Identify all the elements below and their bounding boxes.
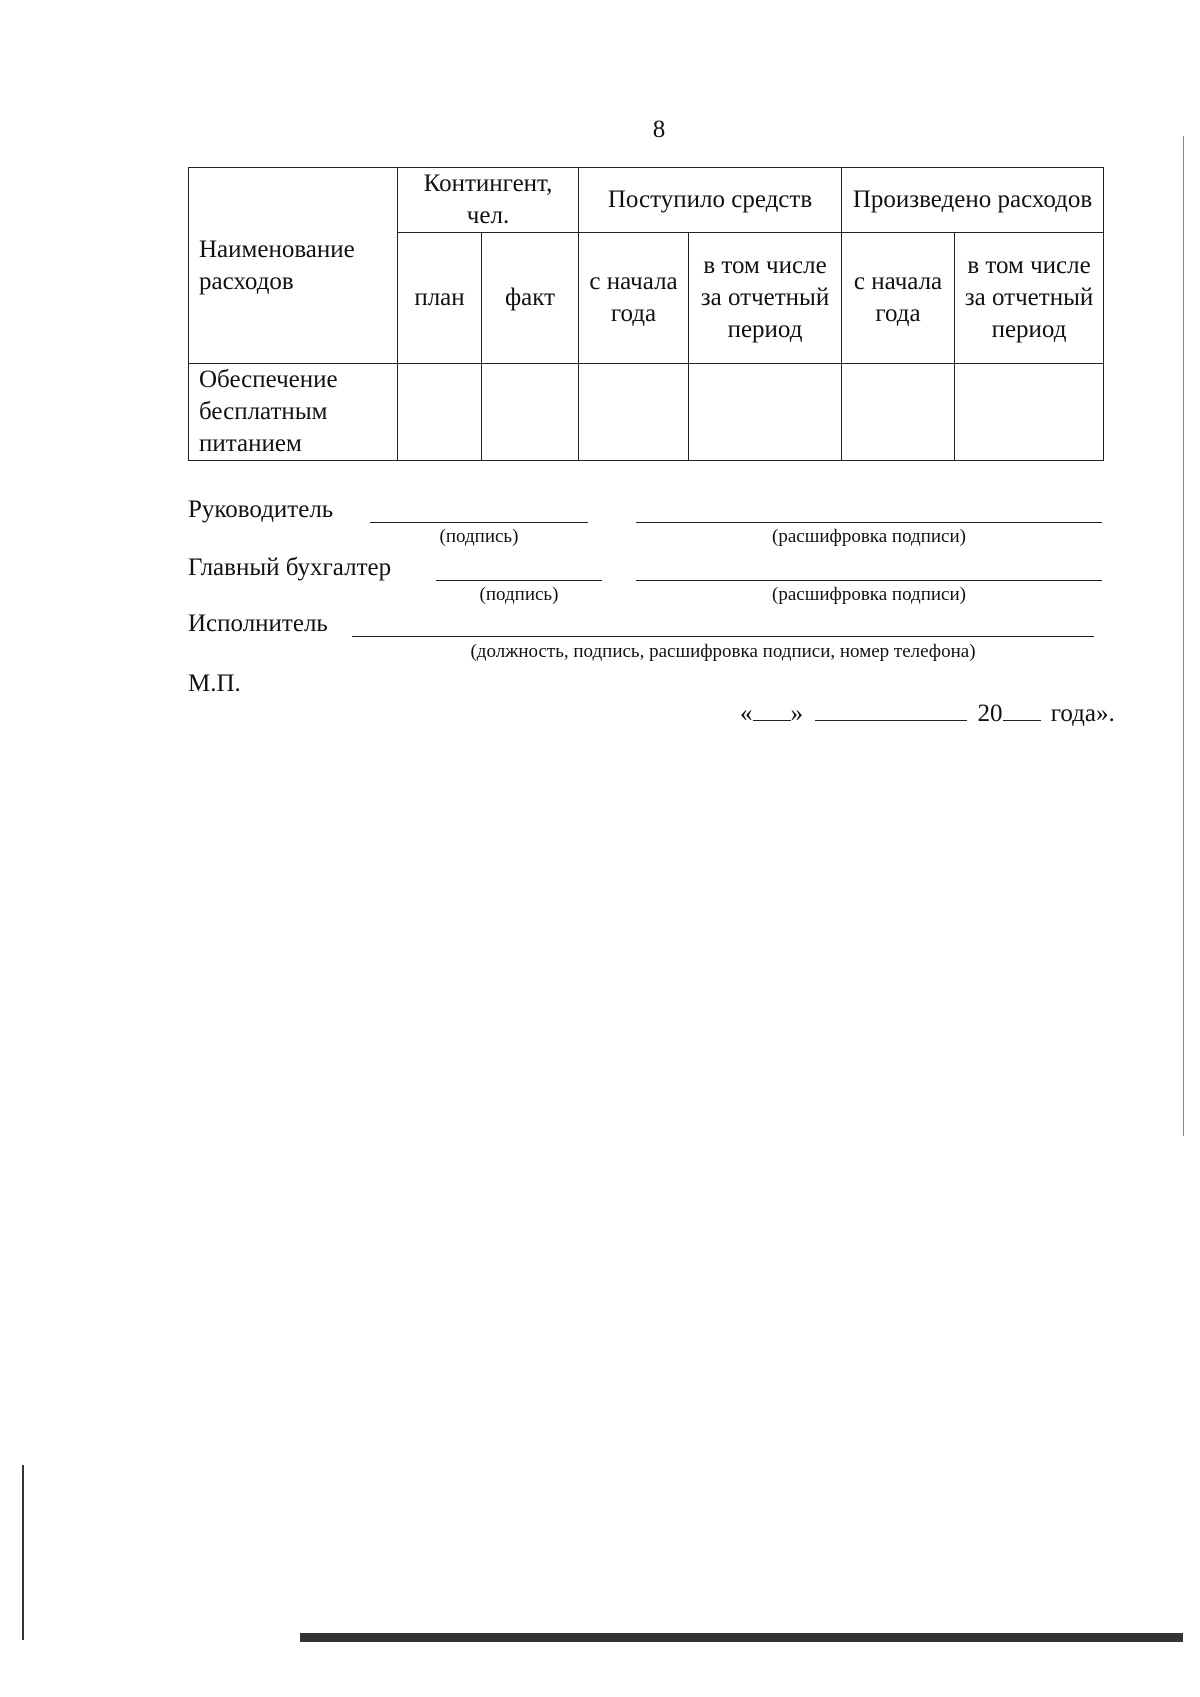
date-close-quote: » <box>790 700 803 727</box>
head-decoding-caption: (расшифровка подписи) <box>772 526 966 547</box>
chief-accountant-label: Главный бухгалтер <box>188 554 392 581</box>
accountant-decoding-caption: (расшифровка подписи) <box>772 584 966 605</box>
executor-label: Исполнитель <box>188 610 328 637</box>
row-fact-cell[interactable] <box>482 364 579 461</box>
header-contingent: Контингент, чел. <box>398 168 579 233</box>
executor-caption: (должность, подпись, расшифровка подписи, номер телефона) <box>470 641 976 662</box>
header-spent: Произведено расходов <box>842 168 1104 233</box>
scan-bottom-bar <box>300 1633 1183 1642</box>
row-expense-name: Обеспечение бесплатным питанием <box>189 364 398 461</box>
head-decoding-line[interactable] <box>636 522 1102 523</box>
report-table <box>188 167 1104 461</box>
date-century: 20 <box>977 700 1003 727</box>
row-spent-total-cell[interactable] <box>842 364 955 461</box>
row-spent-period-cell[interactable] <box>955 364 1104 461</box>
header-received-from-year-start: с начала года <box>579 233 689 364</box>
date-year-blank[interactable] <box>1003 700 1041 721</box>
scan-right-edge <box>1183 136 1184 1136</box>
accountant-signature-line[interactable] <box>436 580 602 581</box>
header-spent-reporting-period: в том числе за отчетный период <box>955 233 1104 364</box>
date-suffix: года». <box>1050 700 1115 727</box>
date-line <box>740 700 1115 728</box>
header-received-reporting-period: в том числе за отчетный период <box>689 233 842 364</box>
header-plan: план <box>398 233 482 364</box>
head-signature-line[interactable] <box>370 522 588 523</box>
header-fact: факт <box>482 233 579 364</box>
date-open-quote: « <box>740 700 753 727</box>
accountant-signature-caption: (подпись) <box>479 584 559 605</box>
table-row <box>189 364 1104 461</box>
row-received-total-cell[interactable] <box>579 364 689 461</box>
row-received-period-cell[interactable] <box>689 364 842 461</box>
header-received: Поступило средств <box>579 168 842 233</box>
header-spent-from-year-start: с начала года <box>842 233 955 364</box>
stamp-place: М.П. <box>188 670 241 697</box>
accountant-decoding-line[interactable] <box>636 580 1102 581</box>
head-signature-caption: (подпись) <box>439 526 519 547</box>
row-plan-cell[interactable] <box>398 364 482 461</box>
date-month-blank[interactable] <box>815 700 967 721</box>
date-day-blank[interactable] <box>753 700 791 721</box>
executor-line[interactable] <box>352 636 1094 637</box>
scan-edge-mark <box>22 1465 24 1640</box>
page-number: 8 <box>652 116 666 143</box>
header-expense-name: Наименование расходов <box>189 168 398 364</box>
head-label: Руководитель <box>188 496 334 523</box>
